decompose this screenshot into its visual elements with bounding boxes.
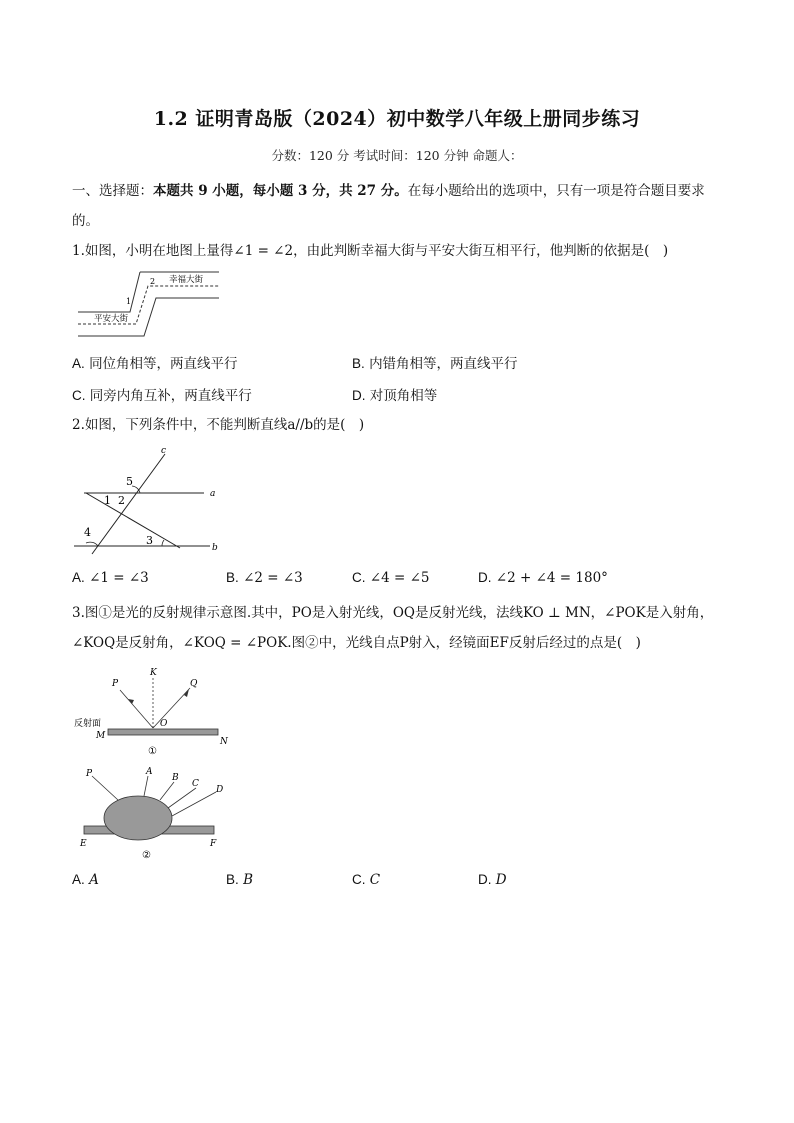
section-bold: 本题共 9 小题，每小题 3 分，共 27 分。 <box>153 183 408 199</box>
section-prefix: 一、选择题： <box>72 183 153 199</box>
fig1-o-label: O <box>160 719 168 729</box>
q3-option-d[interactable]: D. D <box>478 872 507 888</box>
fig1-number: ① <box>148 746 157 757</box>
line-b-label: b <box>212 543 218 553</box>
line-c-label: c <box>161 446 167 456</box>
line-a-label: a <box>210 489 216 499</box>
angle-4-label: 4 <box>84 526 91 539</box>
page-title: 1.2 证明青岛版（2024）初中数学八年级上册同步练习 <box>153 108 641 130</box>
angle-3-label: 3 <box>146 534 153 547</box>
label-pingan-street: 平安大街 <box>94 314 129 324</box>
question-2-stem: 2.如图，下列条件中，不能判断直线a//b的是( ) <box>72 417 365 433</box>
fig1-n-label: N <box>220 737 228 747</box>
q3-option-b[interactable]: B. B <box>226 872 253 888</box>
fig2-b-label: B <box>172 773 179 783</box>
q1-option-b[interactable]: B. 内错角相等，两直线平行 <box>352 356 518 372</box>
q1-option-a[interactable]: A. 同位角相等，两直线平行 <box>72 356 238 372</box>
fig2-number: ② <box>142 850 151 861</box>
q2-option-a[interactable]: A. ∠1 = ∠3 <box>72 570 149 586</box>
section-rest: 在每小题给出的选项中，只有一项是符合题目要求的。 <box>72 183 705 229</box>
fig1-k-label: K <box>150 668 157 678</box>
angle-2-label: 2 <box>118 494 125 507</box>
label-xingfu-street: 幸福大街 <box>169 275 204 285</box>
question-1-figure <box>74 268 234 340</box>
q3-option-a[interactable]: A. A <box>72 872 99 888</box>
q1-option-d[interactable]: D. 对顶角相等 <box>352 388 438 404</box>
q1-option-c[interactable]: C. 同旁内角互补，两直线平行 <box>72 388 252 404</box>
fig2-a-label: A <box>146 767 153 777</box>
question-3-figure-1 <box>74 664 234 760</box>
fig1-p-label: P <box>112 679 119 689</box>
fig2-f-label: F <box>210 839 217 849</box>
fig1-m-label: M <box>96 731 106 741</box>
fig2-e-label: E <box>80 839 87 849</box>
q2-option-d[interactable]: D. ∠2 + ∠4 = 180° <box>478 570 608 586</box>
fig2-c-label: C <box>192 779 199 789</box>
angle-1-label: 1 <box>126 297 132 306</box>
section-heading <box>72 176 722 236</box>
question-3-figure-2 <box>74 762 234 866</box>
q2-option-b[interactable]: B. ∠2 = ∠3 <box>226 570 303 586</box>
question-1-stem: 1.如图，小明在地图上量得∠1 = ∠2，由此判断幸福大街与平安大街互相平行，他判断的依据是( ) <box>72 243 669 259</box>
angle-5-label: 5 <box>126 475 133 488</box>
fig1-surface-label: 反射面 <box>74 719 102 729</box>
question-3-stem-line1: 3.图①是光的反射规律示意图.其中，PO是入射光线，OQ是反射光线，法线KO ⊥ MN，∠POK是入射角， <box>72 605 714 621</box>
exam-info: 分数：120 分 考试时间：120 分钟 命题人： <box>271 148 523 163</box>
question-2-figure <box>72 444 232 558</box>
angle-2-label: 2 <box>150 277 156 286</box>
fig2-d-label: D <box>216 785 224 795</box>
q2-option-c[interactable]: C. ∠4 = ∠5 <box>352 570 430 586</box>
question-3-stem-line2: ∠KOQ是反射角，∠KOQ = ∠POK.图②中，光线自点P射入，经镜面EF反射后经过的点是( ) <box>72 635 641 651</box>
q3-option-c[interactable]: C. C <box>352 872 381 888</box>
fig1-q-label: Q <box>190 679 198 689</box>
fig2-p-label: P <box>86 769 93 779</box>
angle-1-label: 1 <box>104 494 111 507</box>
